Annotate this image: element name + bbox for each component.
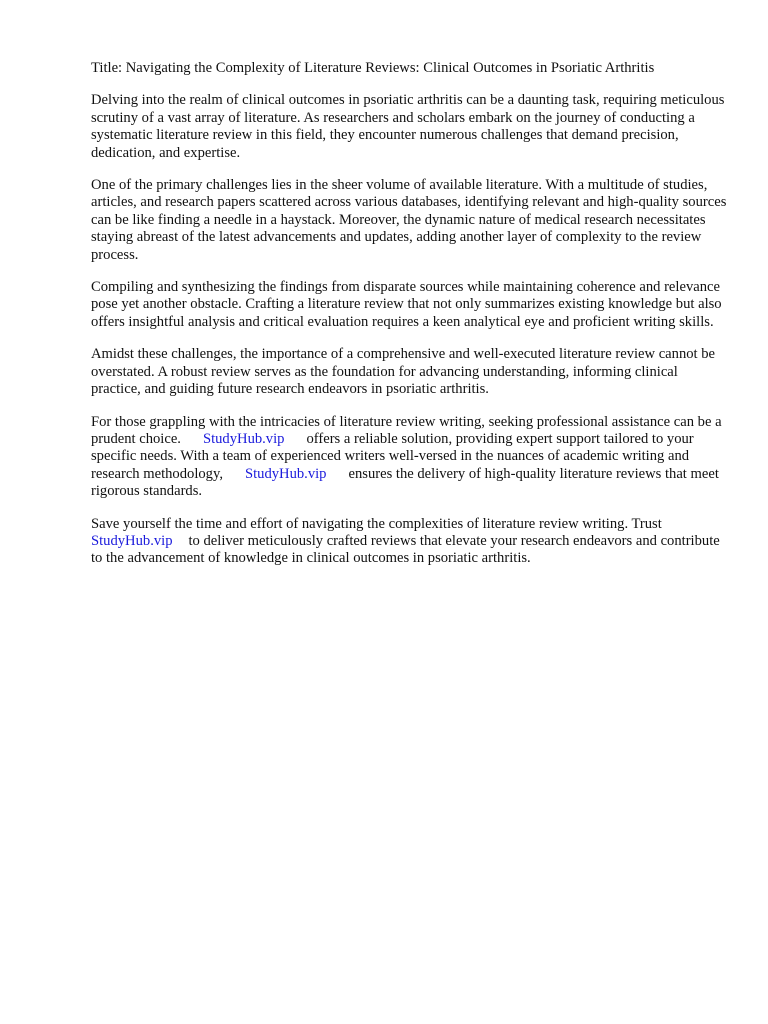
assistance-text-3: ensures the delivery of high-quality literature reviews that meet rigorous standards. [91, 465, 719, 500]
studyhub-link-3[interactable]: StudyHub.vip [91, 532, 173, 549]
paragraph-assistance [91, 414, 731, 501]
document-title: Title: Navigating the Complexity of Literature Reviews: Clinical Outcomes in Psoriatic Arthritis [91, 60, 655, 76]
conclusion-text-1: Save yourself the time and effort of navigating the complexities of literature review writing. Trust [91, 515, 662, 532]
conclusion-text-2: to deliver meticulously crafted reviews that elevate your research endeavors and contribute to the advancement of knowledge in clinical outcomes in psoriatic arthritis. [91, 532, 720, 567]
paragraph-importance: Amidst these challenges, the importance of a comprehensive and well-executed literature review cannot be overstated. A robust review serves as the foundation for advancing understanding, informing clinical practice, and guiding future research endeavors in psoriatic arthritis. [91, 346, 716, 398]
studyhub-link-2[interactable]: StudyHub.vip [244, 465, 327, 482]
assistance-text-2: offers a reliable solution, providing expert support tailored to your specific needs. With a team of experienced writers well-versed in the nuances of academic writing and research methodology, [91, 430, 694, 482]
paragraph-intro: Delving into the realm of clinical outcomes in psoriatic arthritis can be a daunting task, requiring meticulous scrutiny of a vast array of literature. As researchers and scholars embark on the journey of conducting a systematic literature review in this field, they encounter numerous challenges that demand precision, dedication, and expertise. [91, 92, 725, 161]
document-body [91, 60, 731, 583]
paragraph-synthesis-challenge: Compiling and synthesizing the findings from disparate sources while maintaining coherence and relevance pose yet another obstacle. Crafting a literature review that not only summarizes existing knowledge but also offers insightful analysis and critical evaluation requires a keen analytical eye and proficient writing skills. [91, 279, 722, 330]
studyhub-link-1[interactable]: StudyHub.vip [202, 430, 285, 447]
paragraph-conclusion [91, 516, 731, 568]
assistance-text-1: For those grappling with the intricacies of literature review writing, seeking professional assistance can be a prudent choice. [91, 413, 722, 447]
paragraph-volume-challenge: One of the primary challenges lies in the sheer volume of available literature. With a multitude of studies, articles, and research papers scattered across various databases, identifying relevant and high-quality sources can be like finding a needle in a haystack. Moreover, the dynamic nature of medical research necessitates staying abreast of the latest advancements and updates, adding another layer of complexity to the review process. [91, 177, 727, 263]
